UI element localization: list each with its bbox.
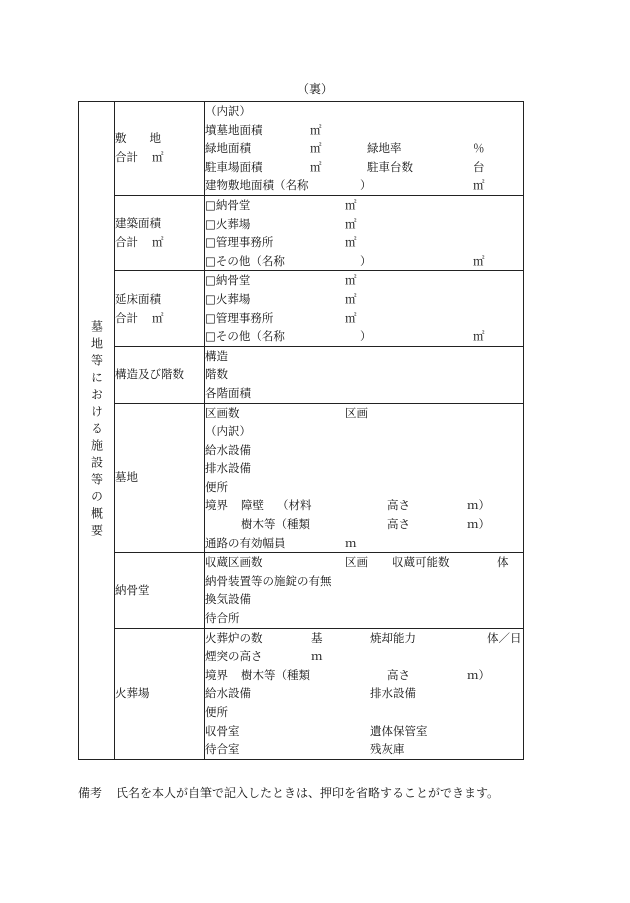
green-area-unit: ㎡ — [310, 141, 322, 156]
ossuary-detail — [205, 553, 524, 628]
floor-item-other-close: ） — [360, 329, 372, 344]
parking-count-unit: 台 — [473, 159, 485, 174]
floor-item-office: □管理事務所 — [205, 310, 274, 325]
structure-detail — [205, 346, 524, 403]
cemetery-row — [79, 403, 524, 553]
structure-label: 構造及び階数 — [115, 346, 205, 403]
building-item-crematorium: □火葬場 — [205, 216, 251, 231]
green-rate-label: 緑地率 — [367, 141, 402, 156]
building-item-office: □管理事務所 — [205, 235, 274, 250]
floors-item: 階数 — [205, 367, 228, 382]
crematorium-drainage-label: 排水設備 — [370, 686, 416, 701]
furnaces-unit: 基 — [311, 630, 323, 645]
parking-area-label: 駐車場面積 — [205, 159, 263, 174]
material-label: （材料 — [277, 498, 312, 513]
site-total-label: 合計 — [115, 150, 138, 165]
fence-label: 障壁 — [241, 498, 264, 513]
floor-item-ossuary: □納骨堂 — [205, 273, 251, 288]
chimney-unit: ｍ — [311, 649, 323, 664]
building-item-crematorium-unit: ㎡ — [345, 216, 357, 231]
building-area-label: 建築面積 — [115, 216, 161, 231]
ossuary-label: 納骨堂 — [115, 553, 205, 628]
site-detail — [205, 102, 524, 196]
crematorium-height-label: 高さ — [387, 667, 410, 682]
crematorium-row — [79, 628, 524, 759]
floor-areas-item: 各階面積 — [205, 385, 251, 400]
building-site-label: 建物敷地面積（名称 — [205, 178, 309, 193]
trees-height-unit: ｍ） — [467, 517, 490, 532]
remarks-text: 氏名を本人が自筆で記入したときは、押印を省略することができます。 — [116, 786, 500, 800]
lock-label: 納骨装置等の施錠の有無 — [205, 573, 332, 588]
site-breakdown: （内訳） — [205, 104, 251, 118]
floor-area-total-label: 合計 — [115, 310, 138, 325]
site-row — [79, 102, 524, 196]
floor-item-office-unit: ㎡ — [345, 310, 357, 325]
building-site-unit: ㎡ — [473, 178, 485, 193]
crematorium-water-label: 給水設備 — [205, 686, 251, 701]
remarks — [78, 784, 499, 801]
cemetery-label: 墓地 — [115, 403, 205, 553]
building-item-other-close: ） — [360, 253, 372, 268]
facility-summary-table — [78, 101, 524, 760]
bone-room-label: 収骨室 — [205, 723, 240, 738]
building-area-label-cell — [115, 195, 205, 270]
floor-area-total-unit: ㎡ — [152, 310, 164, 325]
crematorium-toilet-label: 便所 — [205, 705, 228, 719]
ossuary-row — [79, 553, 524, 628]
building-area-total-unit: ㎡ — [152, 235, 164, 250]
floor-item-other-unit: ㎡ — [473, 329, 485, 344]
building-area-detail — [205, 195, 524, 270]
floor-area-label: 延床面積 — [115, 291, 161, 306]
floor-item-ossuary-unit: ㎡ — [345, 273, 357, 288]
building-item-ossuary: □納骨堂 — [205, 197, 251, 212]
remarks-label: 備考 — [78, 786, 103, 800]
section-label: 墓地等における施設等の概要 — [89, 319, 104, 541]
site-label-cell — [115, 102, 205, 196]
crematorium-label: 火葬場 — [115, 628, 205, 759]
ash-storage-label: 残灰庫 — [370, 742, 405, 757]
floor-area-label-cell — [115, 271, 205, 346]
tomb-area-unit: ㎡ — [310, 122, 322, 137]
building-item-office-unit: ㎡ — [345, 235, 357, 250]
ventilation-label: 換気設備 — [205, 592, 251, 607]
structure-row — [79, 346, 524, 403]
floor-item-other: □その他（名称 — [205, 329, 285, 344]
green-area-label: 緑地面積 — [205, 141, 251, 156]
fence-height-label: 高さ — [387, 498, 410, 513]
building-area-row — [79, 195, 524, 270]
building-item-other-unit: ㎡ — [473, 253, 485, 268]
building-area-total-label: 合計 — [115, 235, 138, 250]
water-supply-label: 給水設備 — [205, 442, 251, 457]
cemetery-detail — [205, 403, 524, 553]
floor-item-crematorium: □火葬場 — [205, 291, 251, 306]
crematorium-height-unit: ｍ） — [467, 667, 490, 682]
body-storage-label: 遺体保管室 — [370, 723, 428, 738]
ossuary-waiting-label: 待合所 — [205, 611, 240, 626]
storage-capacity-label: 収蔵可能数 — [392, 555, 450, 570]
storage-capacity-unit: 体 — [497, 555, 509, 570]
drainage-label: 排水設備 — [205, 461, 251, 476]
section-label-cell — [79, 102, 115, 760]
cremation-capacity-label: 焼却能力 — [370, 630, 416, 645]
furnaces-label: 火葬炉の数 — [205, 630, 263, 645]
structure-item: 構造 — [205, 348, 228, 363]
path-width-label: 通路の有効幅員 — [205, 535, 286, 550]
building-item-ossuary-unit: ㎡ — [345, 197, 357, 212]
trees-height-label: 高さ — [387, 517, 410, 532]
crematorium-detail — [205, 628, 524, 759]
site-total-unit: ㎡ — [152, 150, 164, 165]
crematorium-trees-label: 樹木等（種類 — [241, 667, 310, 682]
chimney-label: 煙突の高さ — [205, 649, 263, 664]
building-item-other: □その他（名称 — [205, 253, 285, 268]
green-rate-unit: ％ — [473, 141, 485, 156]
parking-area-unit: ㎡ — [310, 159, 322, 174]
floor-area-detail — [205, 271, 524, 346]
storage-label: 収蔵区画数 — [205, 555, 263, 570]
crematorium-waiting-label: 待合室 — [205, 742, 240, 757]
plots-unit: 区画 — [345, 405, 368, 420]
fence-height-unit: ｍ） — [467, 498, 490, 513]
parking-count-label: 駐車台数 — [367, 159, 413, 174]
tomb-area-label: 墳墓地面積 — [205, 122, 263, 137]
path-width-unit: ｍ — [345, 535, 357, 550]
plots-label: 区画数 — [205, 405, 240, 420]
site-label: 敷 地 — [115, 131, 161, 146]
toilet-label: 便所 — [205, 479, 228, 494]
building-site-close: ） — [360, 178, 372, 193]
storage-unit: 区画 — [345, 555, 368, 570]
floor-item-crematorium-unit: ㎡ — [345, 291, 357, 306]
cremation-capacity-unit: 体／日 — [487, 630, 522, 645]
cemetery-breakdown: （内訳） — [205, 424, 251, 439]
boundary-label: 境界 — [205, 498, 228, 513]
crematorium-boundary-label: 境界 — [205, 667, 228, 682]
page-title: （裏） — [296, 82, 333, 96]
trees-label: 樹木等（種類 — [241, 517, 310, 532]
floor-area-row — [79, 271, 524, 346]
